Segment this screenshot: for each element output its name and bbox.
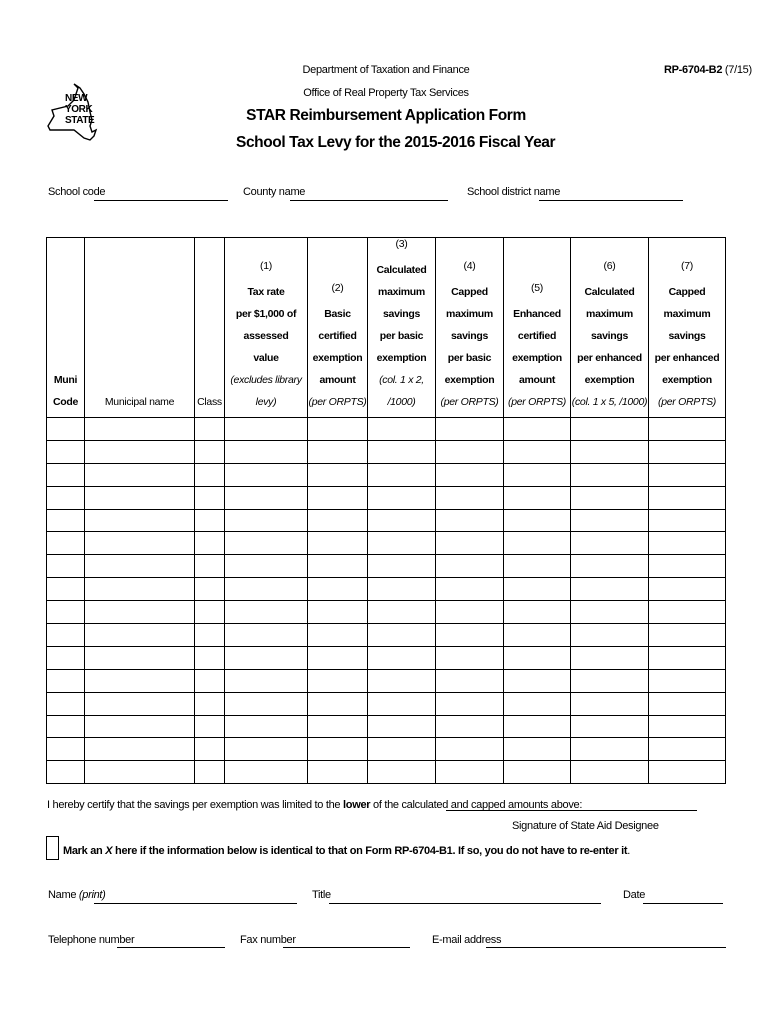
col-header-class: Class	[195, 238, 225, 418]
table-cell[interactable]	[368, 418, 436, 441]
table-cell[interactable]	[504, 440, 571, 463]
logo-line-3: STATE	[65, 115, 95, 126]
identical-info-checkbox[interactable]	[46, 836, 59, 860]
table-cell[interactable]	[368, 601, 436, 624]
form-title: STAR Reimbursement Application Form	[246, 107, 526, 124]
table-cell[interactable]	[649, 555, 726, 578]
table-cell[interactable]	[225, 715, 308, 738]
col-header-municipal-name: Municipal name	[85, 238, 195, 418]
table-cell[interactable]	[649, 532, 726, 555]
table-row	[47, 646, 726, 669]
table-cell[interactable]	[225, 509, 308, 532]
table-row	[47, 440, 726, 463]
school-district-field[interactable]	[539, 200, 683, 201]
table-row	[47, 738, 726, 761]
table-cell[interactable]	[368, 486, 436, 509]
table-cell[interactable]	[436, 532, 504, 555]
col-2-number: (2)	[331, 282, 344, 294]
table-cell[interactable]	[649, 440, 726, 463]
col-5-note: (per ORPTS)	[508, 396, 566, 408]
table-cell[interactable]	[195, 646, 225, 669]
col-header-code: Code	[52, 396, 79, 408]
col-2-line: amount	[319, 374, 356, 386]
table-cell[interactable]	[195, 555, 225, 578]
table-cell[interactable]	[504, 463, 571, 486]
table-cell[interactable]	[225, 692, 308, 715]
col-3-line: savings	[382, 308, 420, 320]
table-cell[interactable]	[85, 555, 195, 578]
table-row	[47, 555, 726, 578]
table-row	[47, 601, 726, 624]
col-header-5	[504, 238, 571, 418]
table-cell[interactable]	[504, 646, 571, 669]
col-header-3	[368, 238, 436, 418]
table-cell[interactable]	[47, 601, 85, 624]
col-1-line: assessed	[243, 330, 289, 342]
col-5-line: Enhanced	[513, 308, 561, 320]
table-cell[interactable]	[195, 578, 225, 601]
table-cell[interactable]	[225, 624, 308, 647]
table-cell[interactable]	[85, 418, 195, 441]
table-cell[interactable]	[571, 418, 649, 441]
col-1-number: (1)	[260, 260, 272, 272]
fax-field[interactable]	[283, 947, 410, 948]
table-cell[interactable]	[225, 738, 308, 761]
county-name-label: County name	[243, 186, 306, 198]
table-cell[interactable]	[47, 692, 85, 715]
table-cell[interactable]	[649, 509, 726, 532]
col-header-7	[649, 238, 726, 418]
table-cell[interactable]	[368, 669, 436, 692]
table-cell[interactable]	[225, 578, 308, 601]
table-cell[interactable]	[368, 532, 436, 555]
table-cell[interactable]	[225, 486, 308, 509]
table-cell[interactable]	[571, 624, 649, 647]
col-4-line: maximum	[446, 308, 493, 320]
table-cell[interactable]	[649, 669, 726, 692]
table-cell[interactable]	[225, 669, 308, 692]
table-row	[47, 692, 726, 715]
table-cell[interactable]	[225, 532, 308, 555]
table-cell[interactable]	[47, 418, 85, 441]
table-cell[interactable]	[368, 555, 436, 578]
table-cell[interactable]	[504, 578, 571, 601]
col-6-line: per enhanced	[577, 352, 642, 364]
table-cell[interactable]	[649, 486, 726, 509]
name-print-note: (print)	[78, 889, 106, 901]
table-cell[interactable]	[47, 624, 85, 647]
col-6-line: savings	[590, 330, 628, 342]
table-row	[47, 509, 726, 532]
county-name-field[interactable]	[290, 200, 448, 201]
table-cell[interactable]	[47, 738, 85, 761]
table-cell[interactable]	[571, 578, 649, 601]
col-3-line: per basic	[379, 330, 424, 342]
col-7-line: exemption	[662, 374, 712, 386]
col-1-note: (excludes library levy)	[230, 374, 302, 408]
table-cell[interactable]	[47, 486, 85, 509]
name-field[interactable]	[94, 903, 297, 904]
table-cell[interactable]	[571, 555, 649, 578]
col-header-muni-code	[47, 238, 85, 418]
table-cell[interactable]	[85, 509, 195, 532]
table-row	[47, 418, 726, 441]
school-code-field[interactable]	[94, 200, 228, 201]
table-cell[interactable]	[47, 646, 85, 669]
table-cell[interactable]	[47, 463, 85, 486]
table-cell[interactable]	[368, 715, 436, 738]
email-field[interactable]	[486, 947, 726, 948]
table-cell[interactable]	[436, 578, 504, 601]
table-body	[47, 418, 726, 784]
table-cell[interactable]	[649, 418, 726, 441]
table-cell[interactable]	[571, 440, 649, 463]
col-3-line: Calculated	[376, 264, 427, 276]
table-cell[interactable]	[504, 669, 571, 692]
certify-text-bold: lower	[343, 799, 371, 811]
table-cell[interactable]	[308, 486, 368, 509]
table-cell[interactable]	[85, 761, 195, 784]
col-4-note: (per ORPTS)	[440, 396, 499, 408]
table-cell[interactable]	[195, 669, 225, 692]
table-cell[interactable]	[436, 601, 504, 624]
school-code-label: School code	[48, 186, 106, 198]
table-cell[interactable]	[571, 715, 649, 738]
table-cell[interactable]	[47, 578, 85, 601]
table-cell[interactable]	[85, 624, 195, 647]
col-header-4	[436, 238, 504, 418]
table-cell[interactable]	[85, 532, 195, 555]
table-cell[interactable]	[368, 761, 436, 784]
table-cell[interactable]	[436, 761, 504, 784]
table-cell[interactable]	[368, 440, 436, 463]
logo-line-1: NEW	[65, 93, 88, 104]
table-cell[interactable]	[47, 532, 85, 555]
col-3-line: exemption	[376, 352, 427, 364]
table-cell[interactable]	[308, 738, 368, 761]
table-cell[interactable]	[571, 669, 649, 692]
table-cell[interactable]	[649, 692, 726, 715]
table-cell[interactable]	[571, 646, 649, 669]
certify-text-b: of the calculated and capped amounts above:	[370, 799, 583, 811]
table-cell[interactable]	[47, 555, 85, 578]
table-cell[interactable]	[195, 509, 225, 532]
col-3-line: maximum	[378, 286, 425, 298]
table-cell[interactable]	[504, 418, 571, 441]
checkbox-instruction	[63, 845, 630, 857]
table-cell[interactable]	[571, 463, 649, 486]
table-cell[interactable]	[571, 486, 649, 509]
table-cell[interactable]	[436, 715, 504, 738]
table-cell[interactable]	[368, 624, 436, 647]
col-5-line: amount	[518, 374, 556, 386]
table-cell[interactable]	[571, 601, 649, 624]
table-cell[interactable]	[308, 624, 368, 647]
email-label: E-mail address	[432, 934, 502, 946]
table-cell[interactable]	[195, 418, 225, 441]
col-4-line: Capped	[451, 286, 488, 298]
table-cell[interactable]	[308, 601, 368, 624]
col-6-line: Calculated	[584, 286, 635, 298]
table-cell[interactable]	[308, 463, 368, 486]
col-6-note: (col. 1 x 5, /1000)	[571, 396, 648, 408]
title-label: Title	[312, 889, 331, 901]
table-cell[interactable]	[85, 486, 195, 509]
col-1-line: value	[253, 352, 279, 364]
table-cell[interactable]	[85, 601, 195, 624]
table-cell[interactable]	[504, 715, 571, 738]
table-cell[interactable]	[225, 646, 308, 669]
table-cell[interactable]	[195, 624, 225, 647]
table-cell[interactable]	[308, 646, 368, 669]
form-version: (7/15)	[724, 64, 752, 76]
col-header-1	[225, 238, 308, 418]
form-number-code: RP-6704-B2	[664, 64, 723, 76]
name-label: Name	[48, 889, 77, 901]
table-cell[interactable]	[308, 532, 368, 555]
table-cell[interactable]	[85, 715, 195, 738]
table-cell[interactable]	[225, 761, 308, 784]
table-cell[interactable]	[308, 715, 368, 738]
table-cell[interactable]	[195, 532, 225, 555]
col-7-line: Capped	[668, 286, 706, 298]
table-cell[interactable]	[436, 440, 504, 463]
table-cell[interactable]	[436, 646, 504, 669]
table-cell[interactable]	[504, 509, 571, 532]
table-cell[interactable]	[308, 418, 368, 441]
table-cell[interactable]	[368, 738, 436, 761]
table-row	[47, 578, 726, 601]
date-label: Date	[623, 889, 646, 901]
table-cell[interactable]	[504, 532, 571, 555]
table-cell[interactable]	[571, 509, 649, 532]
table-row	[47, 532, 726, 555]
col-4-line: exemption	[444, 374, 495, 386]
table-cell[interactable]	[308, 669, 368, 692]
table-cell[interactable]	[436, 692, 504, 715]
table-cell[interactable]	[504, 555, 571, 578]
col-3-note: (col. 1 x 2, /1000)	[379, 374, 424, 408]
table-cell[interactable]	[571, 532, 649, 555]
table-cell[interactable]	[308, 761, 368, 784]
table-cell[interactable]	[649, 761, 726, 784]
table-cell[interactable]	[85, 692, 195, 715]
table-cell[interactable]	[85, 463, 195, 486]
table-cell[interactable]	[649, 624, 726, 647]
table-cell[interactable]	[649, 601, 726, 624]
table-row	[47, 624, 726, 647]
table-row	[47, 486, 726, 509]
dept-line-1: Department of Taxation and Finance	[302, 64, 470, 76]
col-7-line: maximum	[663, 308, 711, 320]
table-cell[interactable]	[195, 761, 225, 784]
table-cell[interactable]	[308, 440, 368, 463]
table-cell[interactable]	[308, 578, 368, 601]
table-cell[interactable]	[225, 440, 308, 463]
table-cell[interactable]	[195, 601, 225, 624]
title-field[interactable]	[329, 903, 601, 904]
logo-line-2: YORK	[65, 104, 93, 115]
col-7-line: per enhanced	[654, 352, 720, 364]
col-header-muni: Muni	[53, 374, 78, 386]
table-cell[interactable]	[368, 509, 436, 532]
table-row	[47, 669, 726, 692]
table-cell[interactable]	[225, 463, 308, 486]
table-cell[interactable]	[649, 646, 726, 669]
col-header-6	[571, 238, 649, 418]
col-6-number: (6)	[603, 260, 616, 272]
checkbox-text-x: X	[105, 845, 113, 857]
table-cell[interactable]	[195, 463, 225, 486]
col-5-number: (5)	[531, 282, 543, 294]
col-1-line: per $1,000 of	[235, 308, 297, 320]
table-cell[interactable]	[308, 555, 368, 578]
table-cell[interactable]	[504, 601, 571, 624]
table-cell[interactable]	[571, 692, 649, 715]
col-2-line: Basic	[324, 308, 351, 320]
table-cell[interactable]	[504, 761, 571, 784]
table-cell[interactable]	[225, 555, 308, 578]
form-subtitle: School Tax Levy for the 2015-2016 Fiscal Year	[236, 134, 556, 151]
table-cell[interactable]	[436, 509, 504, 532]
table-cell[interactable]	[368, 692, 436, 715]
table-cell[interactable]	[85, 738, 195, 761]
form-number	[664, 64, 752, 76]
col-4-line: savings	[450, 330, 488, 342]
col-2-line: certified	[318, 330, 357, 342]
table-cell[interactable]	[368, 463, 436, 486]
table-cell[interactable]	[47, 509, 85, 532]
col-4-number: (4)	[463, 260, 476, 272]
col-2-line: exemption	[312, 352, 363, 364]
col-header-2	[308, 238, 368, 418]
telephone-field[interactable]	[117, 947, 225, 948]
col-5-line: exemption	[512, 352, 562, 364]
school-district-label: School district name	[467, 186, 561, 198]
table-row	[47, 715, 726, 738]
table-cell[interactable]	[436, 418, 504, 441]
telephone-label: Telephone number	[48, 934, 135, 946]
table-header-row	[47, 238, 726, 418]
ny-state-logo	[44, 82, 102, 142]
col-6-line: maximum	[586, 308, 633, 320]
table-cell[interactable]	[85, 669, 195, 692]
table-cell[interactable]	[368, 646, 436, 669]
checkbox-text-period: .	[627, 845, 630, 857]
table-cell[interactable]	[225, 601, 308, 624]
table-cell[interactable]	[504, 624, 571, 647]
col-6-line: exemption	[584, 374, 635, 386]
reimbursement-table	[46, 237, 726, 784]
table-cell[interactable]	[195, 486, 225, 509]
table-cell[interactable]	[368, 578, 436, 601]
table-cell[interactable]	[436, 555, 504, 578]
table-cell[interactable]	[47, 440, 85, 463]
table-cell[interactable]	[85, 646, 195, 669]
table-cell[interactable]	[436, 624, 504, 647]
table-cell[interactable]	[571, 761, 649, 784]
col-2-note: (per ORPTS)	[308, 396, 367, 408]
date-field[interactable]	[643, 903, 723, 904]
col-5-line: certified	[517, 330, 557, 342]
signature-field[interactable]	[446, 810, 697, 811]
col-3-number: (3)	[395, 238, 408, 250]
table-cell[interactable]	[195, 692, 225, 715]
table-cell[interactable]	[225, 418, 308, 441]
table-cell[interactable]	[436, 738, 504, 761]
table-row	[47, 761, 726, 784]
table-cell[interactable]	[504, 486, 571, 509]
name-label-group	[48, 889, 106, 901]
table-cell[interactable]	[85, 578, 195, 601]
col-7-line: savings	[668, 330, 706, 342]
table-cell[interactable]	[195, 440, 225, 463]
table-cell[interactable]	[47, 761, 85, 784]
table-cell[interactable]	[436, 669, 504, 692]
table-cell[interactable]	[649, 715, 726, 738]
table-cell[interactable]	[47, 669, 85, 692]
dept-line-2: Office of Real Property Tax Services	[303, 87, 469, 99]
col-1-line: Tax rate	[247, 286, 285, 298]
table-cell[interactable]	[308, 692, 368, 715]
table-cell[interactable]	[85, 440, 195, 463]
table-cell[interactable]	[308, 509, 368, 532]
table-cell[interactable]	[504, 692, 571, 715]
table-cell[interactable]	[571, 738, 649, 761]
table-cell[interactable]	[436, 486, 504, 509]
checkbox-text-a: Mark an	[63, 845, 106, 857]
table-cell[interactable]	[649, 463, 726, 486]
table-row	[47, 463, 726, 486]
table-cell[interactable]	[436, 463, 504, 486]
certify-text-a: I hereby certify that the savings per exemption was limited to the	[47, 799, 344, 811]
col-4-line: per basic	[447, 352, 492, 364]
checkbox-text-b: here if the information below is identical to that on Form RP-6704-B1. If so, you do not have to re-enter it	[112, 845, 628, 857]
col-7-note: (per ORPTS)	[658, 396, 716, 408]
table-cell[interactable]	[649, 738, 726, 761]
col-7-number: (7)	[681, 260, 693, 272]
table-cell[interactable]	[195, 715, 225, 738]
table-cell[interactable]	[47, 715, 85, 738]
table-cell[interactable]	[504, 738, 571, 761]
signature-label: Signature of State Aid Designee	[512, 820, 659, 832]
table-cell[interactable]	[649, 578, 726, 601]
fax-label: Fax number	[240, 934, 296, 946]
table-cell[interactable]	[195, 738, 225, 761]
